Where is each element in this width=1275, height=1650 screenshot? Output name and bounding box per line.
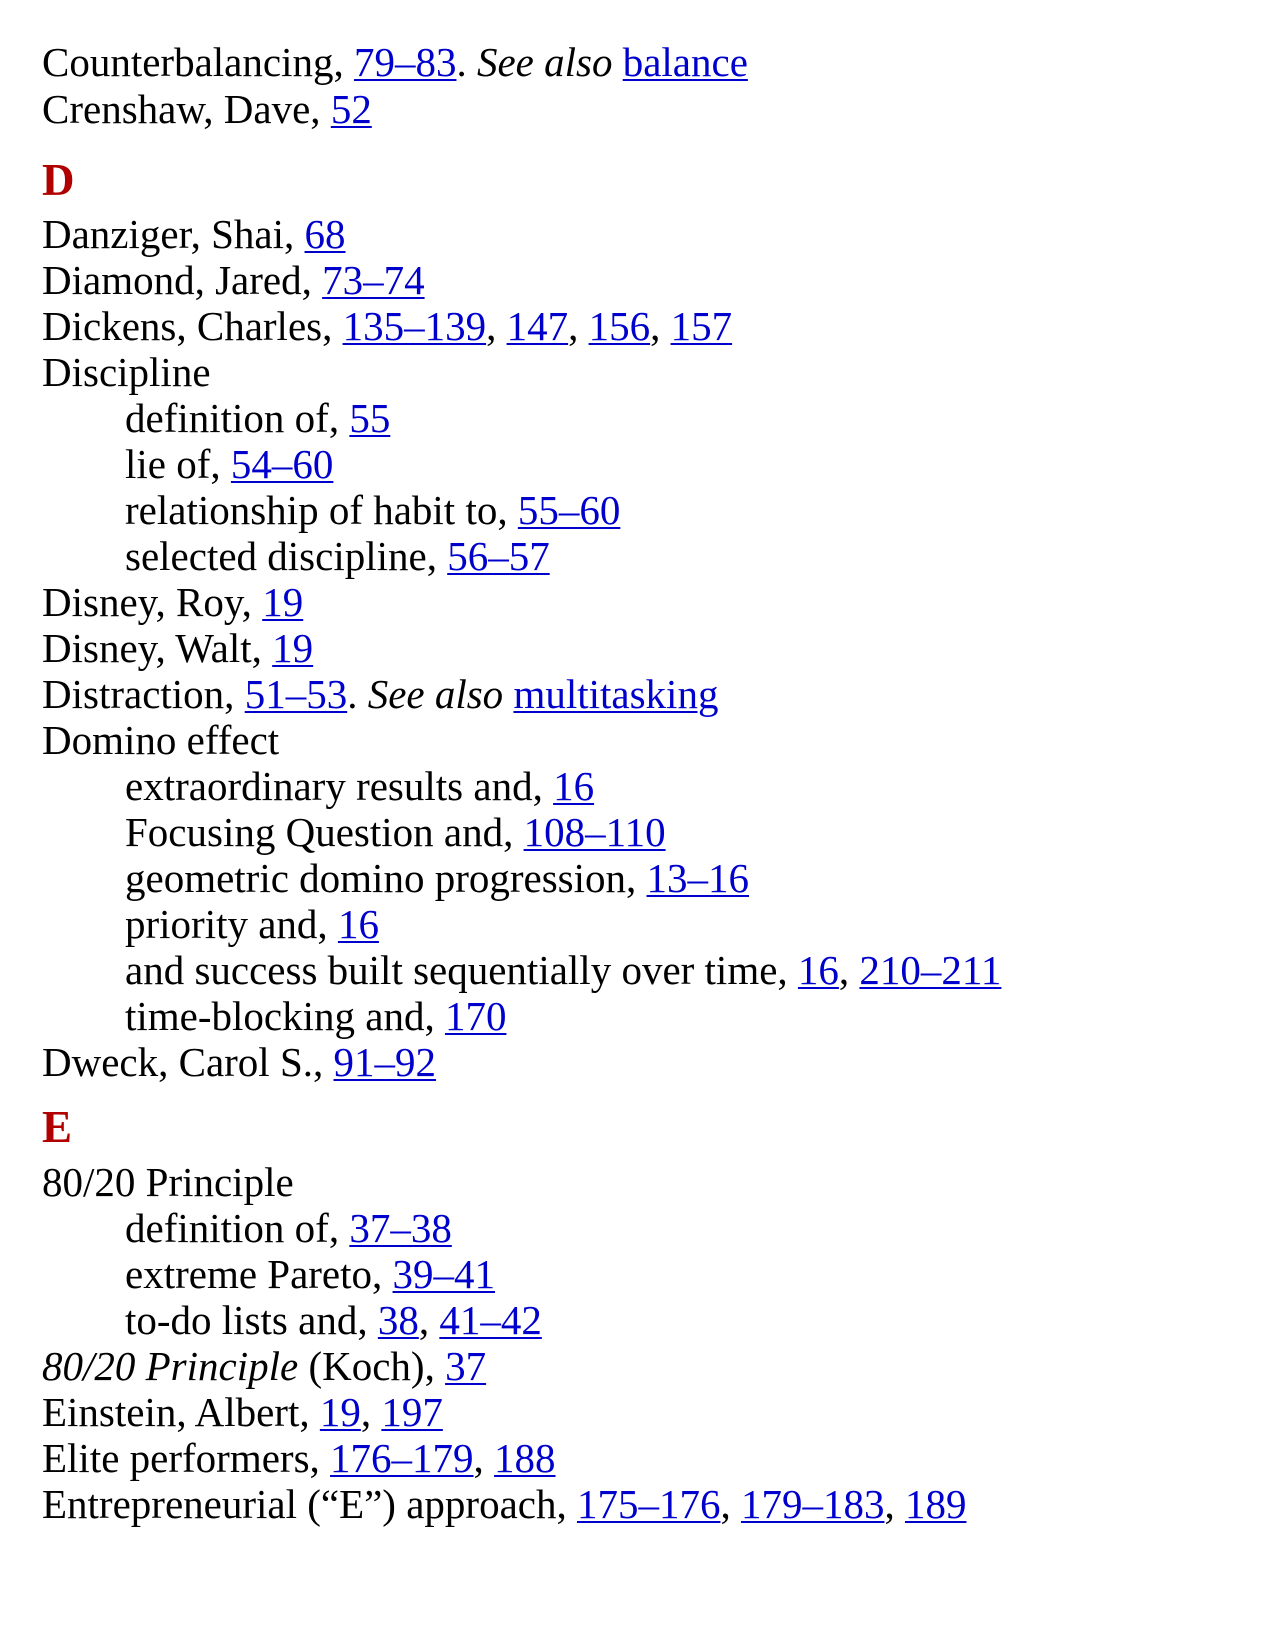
index-subentry-discipline-lie [125, 440, 333, 488]
index-term-title: 80/20 Principle [42, 1343, 299, 1389]
index-entry-eighty-twenty [42, 1158, 294, 1206]
section-letter-e: E [42, 1102, 73, 1152]
index-term: Dweck, Carol S., [42, 1039, 334, 1085]
index-term: Crenshaw, Dave, [42, 86, 331, 132]
index-subentry-discipline-habit [125, 486, 620, 534]
index-entry-dweck [42, 1038, 436, 1086]
page-ref-link[interactable]: 188 [494, 1435, 556, 1481]
index-term: time-blocking and, [125, 993, 445, 1039]
ref-separator: , [884, 1481, 905, 1527]
page-ref-link[interactable]: 210–211 [859, 947, 1002, 993]
index-entry-entrepreneurial [42, 1480, 966, 1528]
page-ref-link[interactable]: 37–38 [349, 1205, 452, 1251]
index-term: definition of, [125, 1205, 350, 1251]
index-term: (Koch), [298, 1343, 446, 1389]
page-ref-link[interactable]: 16 [553, 763, 595, 809]
ref-separator: , [838, 947, 860, 993]
page-ref-link[interactable]: 197 [381, 1389, 443, 1435]
page-ref-link[interactable]: 54–60 [230, 441, 334, 487]
page-ref-link[interactable]: 135–139 [342, 303, 487, 349]
page-ref-link[interactable]: 79–83 [353, 39, 457, 85]
index-subentry-discipline-selected [125, 532, 550, 580]
ref-separator: , [720, 1481, 741, 1527]
page-ref-link[interactable]: 156 [588, 303, 651, 349]
index-subentry-eighty-def [125, 1204, 452, 1252]
index-subentry-discipline-def [125, 394, 390, 442]
index-entry-disney-roy [42, 578, 303, 626]
index-subentry-domino-time [125, 992, 506, 1040]
index-term: Entrepreneurial (“E”) approach, [42, 1481, 577, 1527]
ref-separator: , [568, 303, 589, 349]
index-term: and success built sequentially over time, [125, 947, 798, 993]
index-term: Diamond, Jared, [42, 257, 323, 303]
index-term: extraordinary results and, [125, 763, 554, 809]
index-term: priority and, [125, 901, 338, 947]
see-also-prefix: . [456, 39, 477, 85]
index-term: Einstein, Albert, [42, 1389, 320, 1435]
page-ref-link[interactable]: 170 [444, 993, 507, 1039]
ref-separator: , [360, 1389, 382, 1435]
page-ref-link[interactable]: 55 [349, 395, 391, 441]
index-term: Counterbalancing, [42, 39, 354, 85]
page-ref-link[interactable]: 37 [445, 1343, 487, 1389]
page-ref-link[interactable]: 179–183 [740, 1481, 885, 1527]
index-subentry-eighty-todo [125, 1296, 542, 1344]
index-subentry-domino-geo [125, 854, 749, 902]
index-term: Danziger, Shai, [42, 211, 305, 257]
index-entry-domino [42, 716, 279, 764]
index-term: Dickens, Charles, [42, 303, 343, 349]
ref-separator: , [418, 1297, 440, 1343]
page-ref-link[interactable]: 38 [377, 1297, 419, 1343]
index-entry-dickens [42, 302, 732, 350]
index-term: extreme Pareto, [125, 1251, 393, 1297]
index-subentry-domino-priority [125, 900, 379, 948]
index-entry-diamond [42, 256, 425, 304]
page-ref-link[interactable]: 157 [670, 303, 733, 349]
ref-separator: , [473, 1435, 495, 1481]
page-ref-link[interactable]: 73–74 [322, 257, 425, 303]
ref-separator: , [650, 303, 671, 349]
see-also-label: See also [476, 39, 613, 85]
see-also-label: See also [367, 671, 504, 717]
index-subentry-eighty-pareto [125, 1250, 495, 1298]
page-ref-link[interactable]: 108–110 [523, 809, 666, 855]
index-term: Distraction, [42, 671, 245, 717]
page-ref-link[interactable]: 91–92 [333, 1039, 437, 1085]
page-ref-link[interactable]: 147 [506, 303, 569, 349]
index-subentry-domino-success [125, 946, 1001, 994]
page-ref-link[interactable]: 52 [330, 86, 372, 132]
index-entry-danziger [42, 210, 346, 258]
index-entry-eighty-book [42, 1342, 486, 1390]
index-term: to-do lists and, [125, 1297, 378, 1343]
page-ref-link[interactable]: 19 [272, 625, 314, 671]
page-ref-link[interactable]: 51–53 [244, 671, 348, 717]
index-term: Domino effect [42, 717, 280, 763]
page-ref-link[interactable]: 176–179 [330, 1435, 474, 1481]
section-letter-d: D [42, 155, 75, 205]
page-ref-link[interactable]: 39–41 [392, 1251, 496, 1297]
index-term: relationship of habit to, [125, 487, 518, 533]
page-ref-link[interactable]: 16 [797, 947, 839, 993]
index-entry-disney-walt [42, 624, 313, 672]
index-entry-counterbalancing [42, 38, 748, 86]
ref-separator: , [486, 303, 507, 349]
index-entry-discipline [42, 348, 211, 396]
index-term: Disney, Walt, [42, 625, 273, 671]
see-also-link[interactable]: multitasking [513, 671, 719, 717]
page-ref-link[interactable]: 19 [319, 1389, 361, 1435]
index-term: geometric domino progression, [125, 855, 647, 901]
index-entry-elite [42, 1434, 556, 1482]
index-term: definition of, [125, 395, 350, 441]
index-entry-crenshaw [42, 85, 372, 133]
page-ref-link[interactable]: 55–60 [517, 487, 621, 533]
page-ref-link[interactable]: 41–42 [439, 1297, 542, 1343]
page-ref-link[interactable]: 175–176 [576, 1481, 721, 1527]
page-ref-link[interactable]: 16 [337, 901, 379, 947]
index-term: Focusing Question and, [125, 809, 524, 855]
index-entry-einstein [42, 1388, 443, 1436]
index-term: Discipline [42, 349, 211, 395]
index-subentry-domino-focus [125, 808, 666, 856]
index-term: Disney, Roy, [42, 579, 263, 625]
index-term: Elite performers, [42, 1435, 331, 1481]
page-ref-link[interactable]: 189 [904, 1481, 967, 1527]
index-term: 80/20 Principle [42, 1159, 294, 1205]
page-ref-link[interactable]: 19 [262, 579, 304, 625]
page-ref-link[interactable]: 68 [304, 211, 346, 257]
see-also-link[interactable]: balance [622, 39, 748, 85]
see-also-prefix: . [347, 671, 368, 717]
index-entry-distraction [42, 670, 718, 718]
index-subentry-domino-extra [125, 762, 594, 810]
page-ref-link[interactable]: 13–16 [646, 855, 750, 901]
index-term: lie of, [125, 441, 231, 487]
index-term: selected discipline, [125, 533, 448, 579]
page-ref-link[interactable]: 56–57 [447, 533, 550, 579]
